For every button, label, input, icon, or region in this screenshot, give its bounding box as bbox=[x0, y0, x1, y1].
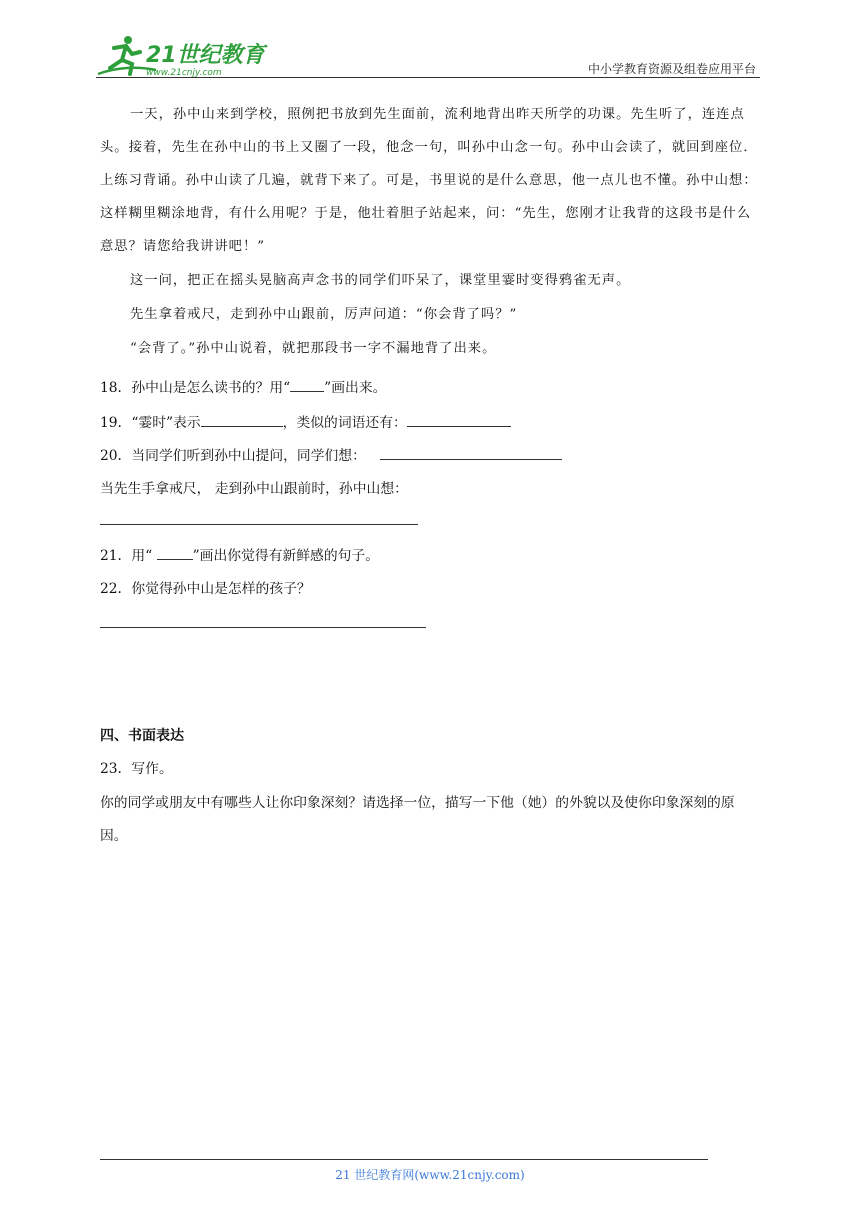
q20-answer-line[interactable] bbox=[100, 524, 418, 525]
question-23: 23．写作。 bbox=[100, 761, 173, 777]
q20-text-b: 当先生手拿戒尺， 走到孙中山跟前时，孙中山想： bbox=[100, 481, 408, 497]
passage-paragraph-2: 这一问，把正在摇头晃脑高声念书的同学们吓呆了，课堂里霎时变得鸦雀无声。 bbox=[130, 273, 631, 288]
section-4-title: 四、书面表达 bbox=[100, 728, 184, 744]
logo-text: 21世纪教育 bbox=[146, 43, 265, 68]
q20-blank-1[interactable] bbox=[380, 445, 562, 460]
q19-blank-1[interactable] bbox=[201, 412, 283, 427]
writing-prompt: 你的同学或朋友中有哪些人让你印象深刻？请选择一位，描写一下他（她）的外貌以及使你印象深刻的原因。 bbox=[100, 795, 735, 844]
passage-paragraph-3: 先生拿着戒尺，走到孙中山跟前，厉声问道：“你会背了吗？” bbox=[130, 307, 518, 322]
q22-answer-line[interactable] bbox=[100, 627, 426, 628]
q19-text-a: 19．“霎时”表示 bbox=[100, 415, 201, 431]
header-platform-text: 中小学教育资源及组卷应用平台 bbox=[587, 62, 756, 76]
q19-blank-2[interactable] bbox=[407, 412, 511, 427]
passage-paragraph-1: 一天，孙中山来到学校，照例把书放到先生面前，流利地背出昨天所学的功课。先生听了，连连点头。接着，先生在孙中山的书上又圈了一段，他念一句，叫孙中山念一句。孙中山会读了，就回到座位．上练习背诵。孙中山读了几遍，就背下来了。可是，书里说的是什么意思，他一点儿也不懂。孙中山想：这样糊里糊涂地背，有什么用呢？于是，他壮着胆子站起来，问：“先生，您刚才让我背的这段书是什么意思？请您给我讲讲吧！” bbox=[100, 107, 758, 254]
passage-paragraph-4: “会背了。”孙中山说着，就把那段书一字不漏地背了出来。 bbox=[130, 341, 497, 356]
question-20 bbox=[100, 445, 562, 466]
page-header bbox=[96, 30, 760, 78]
logo-21cnjy bbox=[96, 34, 276, 78]
header-divider bbox=[96, 77, 760, 78]
q18-text-b: ”画出来。 bbox=[324, 380, 387, 396]
q19-text-b: ，类似的词语还有： bbox=[282, 415, 407, 431]
footer-divider bbox=[100, 1159, 708, 1160]
question-22: 22．你觉得孙中山是怎样的孩子？ bbox=[100, 581, 311, 597]
q18-blank[interactable] bbox=[290, 377, 324, 392]
logo-url: www.21cnjy.com bbox=[146, 68, 222, 78]
q21-text-a: 21．用“ bbox=[100, 548, 157, 564]
question-19 bbox=[100, 412, 511, 433]
question-21 bbox=[100, 545, 379, 566]
q18-text-a: 18．孙中山是怎么读书的？用“ bbox=[100, 380, 291, 396]
q20-text-a: 20．当同学们听到孙中山提问，同学们想： bbox=[100, 448, 366, 464]
footer-text: 21 世纪教育网(www.21cnjy.com) bbox=[335, 1168, 525, 1182]
q21-text-b: ”画出你觉得有新鲜感的句子。 bbox=[192, 548, 380, 564]
q21-blank[interactable] bbox=[157, 545, 193, 560]
question-18 bbox=[100, 377, 386, 398]
